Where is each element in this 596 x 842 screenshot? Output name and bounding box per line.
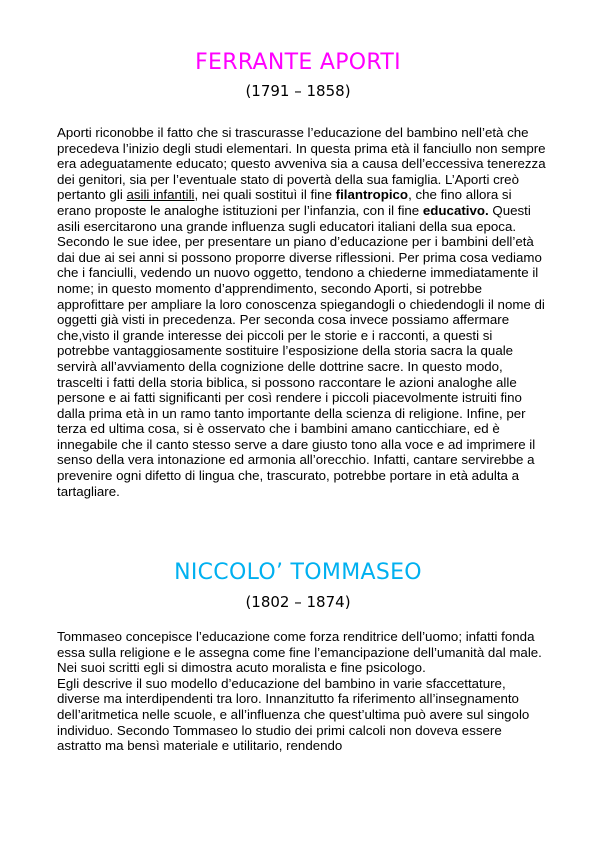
bold-term-educativo: educativo. xyxy=(422,202,489,218)
paragraph-tommaseo-model: Egli descrive il suo modello d’educazione del bambino in varie sfaccettature, diverse ma interdipendenti tra loro. Innanzitutto fa riferimento all’insegnamento dell’aritmetica nelle scuole, e all’influenza che quest’ultima può avere sul singolo individuo. Secondo Tommaseo lo studio dei primi calcoli non doveva essere astratto ma bensì materiale e utilitario, rendendo xyxy=(57,675,530,754)
section-body-aporti xyxy=(57,125,547,499)
bold-term-filantropico: filantropico xyxy=(335,187,409,203)
dates-tommaseo: (1802 – 1874) xyxy=(245,593,351,611)
paragraph-tommaseo-intro: Tommaseo concepisce l’educazione come forza renditrice dell’uomo; infatti fonda essa sulla religione e le assegna come fine l’emancipazione dell’umanità dal male. Nei suoi scritti egli si dimostra acuto moralista e fine psicologo. xyxy=(57,629,542,676)
text-run: , nei quali sostituì il fine xyxy=(194,187,336,203)
paragraph-aporti-intro xyxy=(57,125,547,234)
asili-infantili-link[interactable]: asili infantili xyxy=(126,187,195,203)
section-body-tommaseo xyxy=(57,629,547,754)
text-run: Aporti riconobbe il fatto che si trascurasse l’educazione del bambino nell’età che precedeva l’inizio degli studi elementari. In questa prima età il fanciullo non sempre era adeguatamente educato; questo avveniva sia a causa dell’eccessiva tenerezza dei genitori, sia per l’eventuale stato di povertà della sua famiglia. L’Aporti creò pertanto gli xyxy=(57,125,546,203)
text-run: , che fino allora si erano proposte le analoghe istituzioni per l’infanzia, con il fine xyxy=(57,187,512,218)
dates-aporti: (1791 – 1858) xyxy=(245,82,351,100)
section-title-aporti: FERRANTE APORTI xyxy=(195,50,401,75)
paragraph-aporti-ideas: Secondo le sue idee, per presentare un piano d’educazione per i bambini dell’età dai due ai sei anni si possono proporre diverse riflessioni. Per prima cosa vediamo che i fanciulli, vedendo un nuovo oggetto, tendono a chiederne immediatamente il nome; in questo momento d’apprendimento, secondo Aporti, si potrebbe approfittare per ampliare la loro conoscenza spiegandogli o chiedendogli il nome di oggetti già visti in precedenza. Per seconda cosa invece possiamo affermare che,visto il grande interesse dei piccoli per le storie e i racconti, a questi si potrebbe vantaggiosamente sostituire l’esposizione della storia sacra la quale servirà all’avviamento della cognizione delle dottrine sacre. In questo modo, trascelti i fatti della storia biblica, si possono raccontare le azioni analoghe alle persone e ai fatti significanti per così rendere i piccoli piacevolmente istruiti fino dalla prima età in un ramo tanto importante della scienza di religione. Infine, per terza ed ultima cosa, si è osservato che i bambini amano canticchiare, ed è innegabile che il canto stesso serve a dare giusto tono alla voce e ad imprimere il senso della vera intonazione ed armonia all’orecchio. Infatti, cantare servirebbe a prevenire ogni difetto di lingua che, trascurato, potrebbe portare in età adulta a tartagliare. xyxy=(57,234,545,499)
section-title-tommaseo: NICCOLO’ TOMMASEO xyxy=(174,560,422,585)
text-run: Questi asili esercitarono una grande influenza sugli educatori italiani della sua epoca. xyxy=(57,202,531,234)
